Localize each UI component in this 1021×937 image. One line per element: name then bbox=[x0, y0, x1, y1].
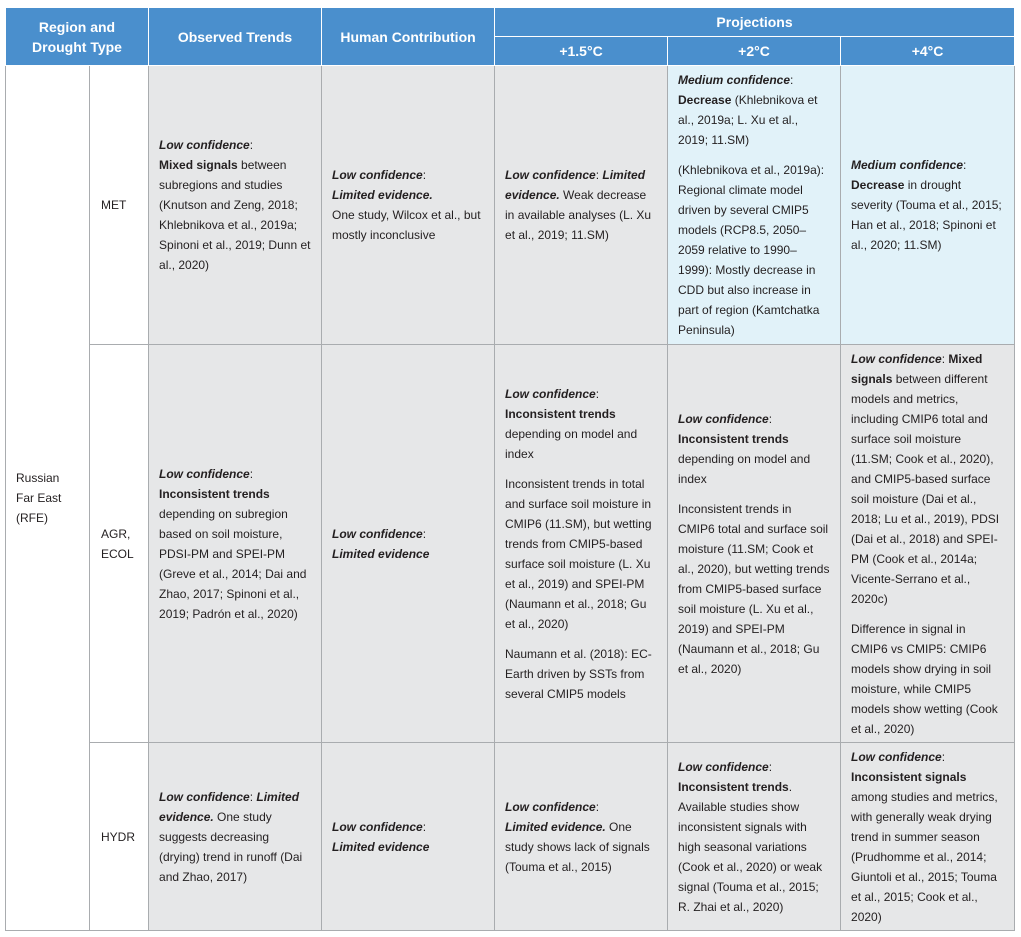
confidence-label: Low confidence bbox=[159, 466, 250, 481]
confidence-label: Medium confidence bbox=[678, 73, 791, 87]
projection-detail: (Khlebnikova et al., 2019a): Regional climate model driven by several CMIP5 models (RCP8.5, 2050–2059 relative to 1990–1999): Mostly decrease in CDD but also increase in part of region (Kamtchatka Peninsula) bbox=[678, 163, 825, 337]
header-projection-2c: +2°C bbox=[668, 37, 841, 66]
projection-4c-cell: Low confidence: Inconsistent signals among studies and metrics, with generally weak drying trend in summer season (Prudhomme et al., 2014; Giuntoli et al., 2015; Touma et al., 2015; Cook et al., 2020) bbox=[841, 743, 1015, 931]
table-row-hydr bbox=[6, 743, 1015, 931]
confidence-label: Low confidence bbox=[505, 799, 596, 814]
finding-label: Limited evidence. bbox=[505, 819, 606, 834]
projection-1-5c-cell: Low confidence: Limited evidence. One study shows lack of signals (Touma et al., 2015) bbox=[495, 743, 668, 931]
finding-label: Limited evidence bbox=[332, 546, 430, 561]
confidence-label: Low confidence bbox=[678, 411, 769, 426]
finding-label: Limited evidence. bbox=[505, 168, 646, 202]
observed-trends-cell: Low confidence: Limited evidence. One study suggests decreasing (drying) trend in runoff (Dai and Zhao, 2017) bbox=[149, 743, 322, 931]
finding-label: Inconsistent trends bbox=[678, 779, 789, 794]
table-row-met bbox=[6, 66, 1015, 345]
projection-2c-cell: Medium confidence: Decrease (Khlebnikova et al., 2019a; L. Xu et al., 2019; 11.SM) (Khlebnikova et al., 2019a): Regional climate model driven by several CMIP5 models (RCP8.5, 2050–2059 relative to 1990–1999): Mostly decrease in CDD but also increase in part of region (Kamtchatka Peninsula) bbox=[668, 66, 841, 345]
finding-label: Limited evidence. bbox=[159, 789, 300, 824]
finding-label: Decrease bbox=[678, 93, 732, 107]
human-contribution-cell: Low confidence: Limited evidence bbox=[322, 743, 495, 931]
finding-label: Mixed signals bbox=[159, 158, 238, 172]
finding-label: Limited evidence bbox=[332, 839, 430, 854]
finding-label: Limited evidence. bbox=[332, 188, 433, 202]
drought-type-cell: HYDR bbox=[90, 743, 149, 931]
finding-label: Inconsistent trends bbox=[505, 406, 616, 421]
finding-label: Inconsistent trends bbox=[678, 431, 789, 446]
finding-label: Inconsistent signals bbox=[851, 769, 967, 784]
region-cell: Russian Far East (RFE) bbox=[6, 66, 90, 931]
confidence-label: Low confidence bbox=[159, 789, 250, 804]
table-row-agr-ecol bbox=[6, 345, 1015, 743]
confidence-label: Low confidence bbox=[678, 759, 769, 774]
header-observed-trends: Observed Trends bbox=[149, 8, 322, 66]
confidence-label: Medium confidence bbox=[851, 158, 964, 172]
observed-trends-cell: Low confidence: Inconsistent trends depending on subregion based on soil moisture, PDSI-PM and SPEI-PM (Greve et al., 2014; Dai and Zhao, 2017; Spinoni et al., 2019; Padrón et al., 2020) bbox=[149, 345, 322, 743]
confidence-label: Low confidence bbox=[505, 386, 596, 401]
confidence-label: Low confidence bbox=[851, 351, 942, 366]
drought-type-cell: MET bbox=[90, 66, 149, 345]
projection-detail: Inconsistent trends in CMIP6 total and surface soil moisture (11.SM; Cook et al., 2020), but wetting trends from CMIP5-based surface soil moisture (L. Xu et al., 2019) and SPEI-PM (Naumann et al., 2018; Gu et al., 2020) bbox=[678, 501, 830, 676]
finding-label: Mixed signals bbox=[851, 351, 983, 386]
human-contribution-cell: Low confidence: Limited evidence. One study, Wilcox et al., but mostly inconclusive bbox=[322, 66, 495, 345]
drought-assessment-table bbox=[5, 7, 1015, 931]
projection-2c-cell: Low confidence: Inconsistent trends depending on model and index Inconsistent trends in CMIP6 total and surface soil moisture (11.SM; Cook et al., 2020), but wetting trends from CMIP5-based surface soil moisture (L. Xu et al., 2019) and SPEI-PM (Naumann et al., 2018; Gu et al., 2020) bbox=[668, 345, 841, 743]
confidence-label: Low confidence bbox=[332, 168, 423, 182]
header-projections: Projections bbox=[495, 8, 1015, 37]
finding-label: Inconsistent trends bbox=[159, 486, 270, 501]
confidence-label: Low confidence bbox=[159, 138, 250, 152]
projection-1-5c-cell: Low confidence: Limited evidence. Weak decrease in available analyses (L. Xu et al., 2019; 11.SM) bbox=[495, 66, 668, 345]
header-projection-1-5c: +1.5°C bbox=[495, 37, 668, 66]
projection-2c-cell: Low confidence: Inconsistent trends. Available studies show inconsistent signals with high seasonal variations (Cook et al., 2020) or weak signal (Touma et al., 2015; R. Zhai et al., 2020) bbox=[668, 743, 841, 931]
observed-trends-cell: Low confidence: Mixed signals between subregions and studies (Knutson and Zeng, 2018; Khlebnikova et al., 2019a; Spinoni et al., 2019; Dunn et al., 2020) bbox=[149, 66, 322, 345]
confidence-label: Low confidence bbox=[332, 526, 423, 541]
projection-4c-cell: Medium confidence: Decrease in drought severity (Touma et al., 2015; Han et al., 2018; Spinoni et al., 2020; 11.SM) bbox=[841, 66, 1015, 345]
header-projection-4c: +4°C bbox=[841, 37, 1015, 66]
confidence-label: Low confidence bbox=[851, 749, 942, 764]
projection-4c-cell: Low confidence: Mixed signals between different models and metrics, including CMIP6 total and surface soil moisture (11.SM; Cook et al., 2020), and CMIP5-based surface soil moisture (Dai et al., 2018; Lu et al., 2019), PDSI (Dai et al., 2018) and SPEI-PM (Cook et al., 2014a; Vicente-Serrano et al., 2020c) Difference in signal in CMIP6 vs CMIP5: CMIP6 models show drying in soil moisture, while CMIP5 models show wetting (Cook et al., 2020) bbox=[841, 345, 1015, 743]
finding-label: Decrease bbox=[851, 178, 905, 192]
confidence-label: Low confidence bbox=[505, 168, 596, 182]
projection-1-5c-cell: Low confidence: Inconsistent trends depending on model and index Inconsistent trends in total and surface soil moisture in CMIP6 (11.SM), but wetting trends from CMIP5-based surface soil moisture (L. Xu et al., 2019) and SPEI-PM (Naumann et al., 2018; Gu et al., 2020) Naumann et al. (2018): EC-Earth driven by SSTs from several CMIP5 models bbox=[495, 345, 668, 743]
header-region-drought-type: Region and Drought Type bbox=[6, 8, 149, 66]
projection-detail: Naumann et al. (2018): EC-Earth driven by SSTs from several CMIP5 models bbox=[505, 646, 652, 701]
projection-detail: Difference in signal in CMIP6 vs CMIP5: CMIP6 models show drying in soil moisture, while CMIP5 models show wetting (Cook et al., 2020) bbox=[851, 621, 998, 736]
header-human-contribution: Human Contribution bbox=[322, 8, 495, 66]
confidence-label: Low confidence bbox=[332, 819, 423, 834]
drought-type-cell: AGR, ECOL bbox=[90, 345, 149, 743]
human-contribution-cell: Low confidence: Limited evidence bbox=[322, 345, 495, 743]
projection-detail: Inconsistent trends in total and surface soil moisture in CMIP6 (11.SM), but wetting trends from CMIP5-based surface soil moisture (L. Xu et al., 2019) and SPEI-PM (Naumann et al., 2018; Gu et al., 2020) bbox=[505, 476, 652, 631]
